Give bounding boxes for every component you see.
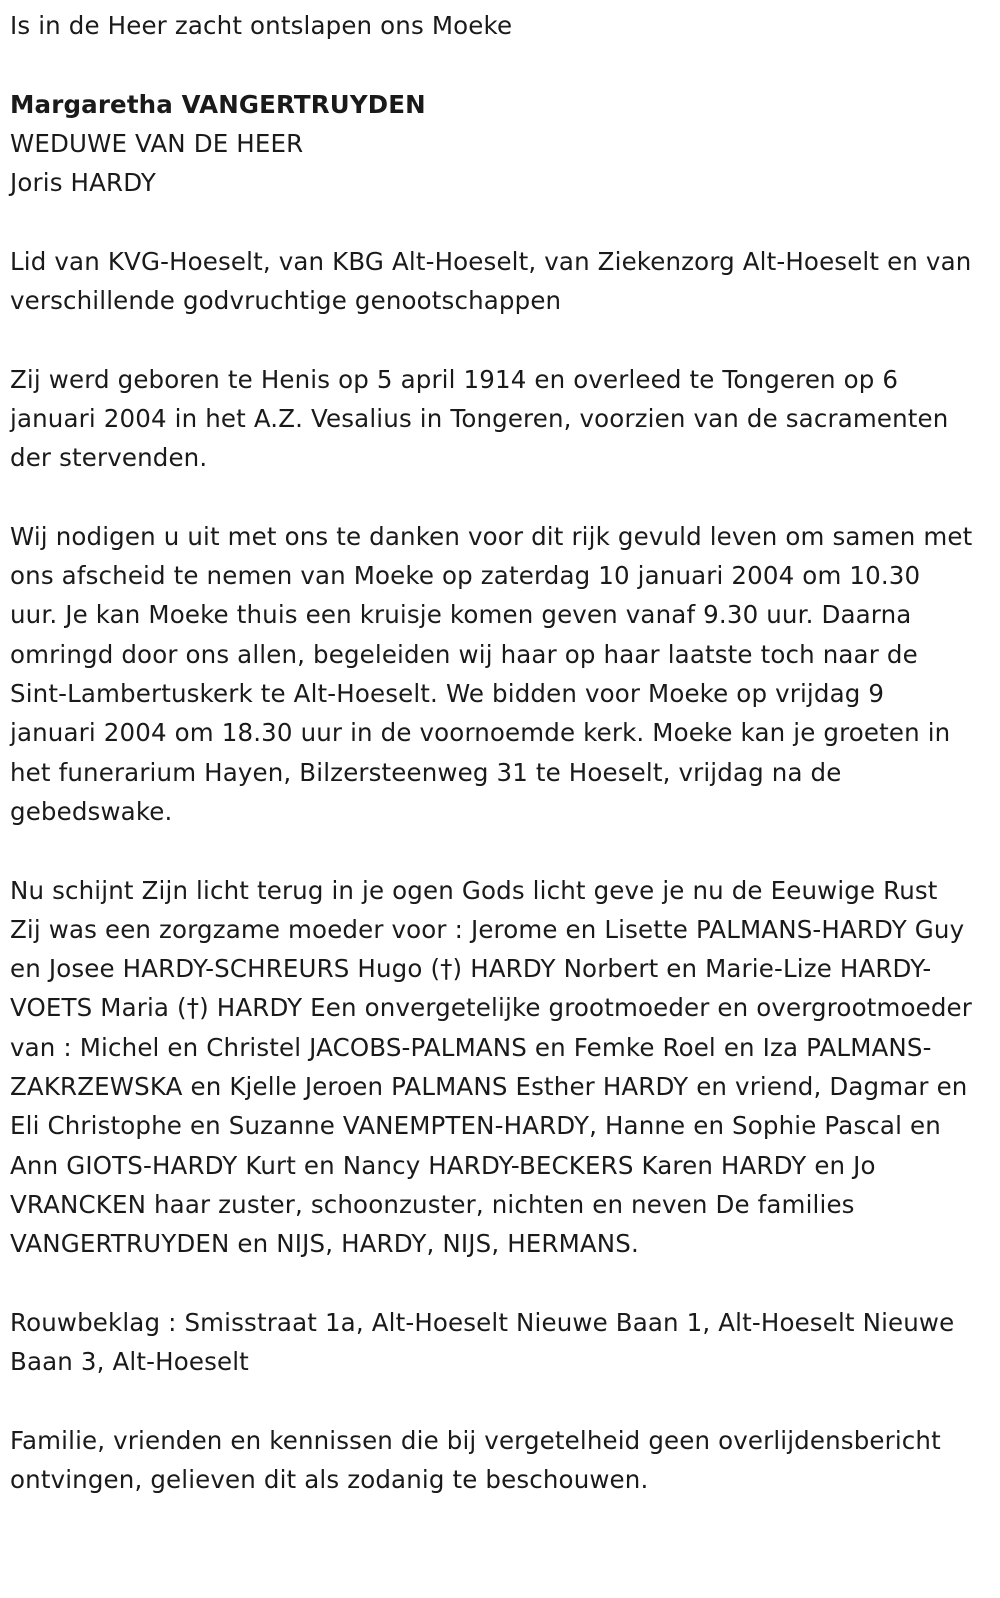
spacer	[10, 320, 975, 359]
spacer	[10, 45, 975, 84]
deceased-name: Margaretha VANGERTRUYDEN	[10, 89, 426, 119]
spacer	[10, 1381, 975, 1420]
spacer	[10, 202, 975, 241]
obituary-notice	[10, 6, 975, 1499]
spacer	[10, 831, 975, 870]
husband-name: Joris HARDY	[10, 168, 156, 198]
family-paragraph: Nu schijnt Zijn licht terug in je ogen Gods licht geve je nu de Eeuwige Rust Zij was een zorgzame moeder voor : Jerome en Lisette PALMANS-HARDY Guy en Josee HARDY-SCHREURS Hugo (†) HARDY Norbert en Marie-Lize HARDY-VOETS Maria (†) HARDY Een onvergetelijke grootmoeder en overgrootmoeder van : Michel en Christel JACOBS-PALMANS en Femke Roel en Iza PALMANS-ZAKRZEWSKA en Kjelle Jeroen PALMANS Esther HARDY en vriend, Dagmar en Eli Christophe en Suzanne VANEMPTEN-HARDY, Hanne en Sophie Pascal en Ann GIOTS-HARDY Kurt en Nancy HARDY-BECKERS Karen HARDY en Jo VRANCKEN haar zuster, schoonzuster, nichten en neven De families VANGERTRUYDEN en NIJS, HARDY, NIJS, HERMANS.	[10, 875, 972, 1259]
condolence-paragraph: Rouwbeklag : Smisstraat 1a, Alt-Hoeselt Nieuwe Baan 1, Alt-Hoeselt Nieuwe Baan 3, Alt-Hoeselt	[10, 1307, 955, 1377]
spacer	[10, 478, 975, 517]
intro-line: Is in de Heer zacht ontslapen ons Moeke	[10, 11, 513, 40]
widow-line: WEDUWE VAN DE HEER	[10, 128, 304, 158]
membership-paragraph: Lid van KVG-Hoeselt, van KBG Alt-Hoeselt, van Ziekenzorg Alt-Hoeselt en van verschillende godvruchtige genootschappen	[10, 246, 972, 316]
ceremony-paragraph: Wij nodigen u uit met ons te danken voor dit rijk gevuld leven om samen met ons afscheid te nemen van Moeke op zaterdag 10 januari 2004 om 10.30 uur. Je kan Moeke thuis een kruisje komen geven vanaf 9.30 uur. Daarna omringd door ons allen, begeleiden wij haar op haar laatste toch naar de Sint-Lambertuskerk te Alt-Hoeselt. We bidden voor Moeke op vrijdag 9 januari 2004 om 18.30 uur in de voornoemde kerk. Moeke kan je groeten in het funerarium Hayen, Bilzersteenweg 31 te Hoeselt, vrijdag na de gebedswake.	[10, 521, 973, 826]
closing-paragraph: Familie, vrienden en kennissen die bij vergetelheid geen overlijdensbericht ontvingen, gelieven dit als zodanig te beschouwen.	[10, 1425, 941, 1494]
spacer	[10, 1264, 975, 1303]
birth-death-paragraph: Zij werd geboren te Henis op 5 april 1914 en overleed te Tongeren op 6 januari 2004 in het A.Z. Vesalius in Tongeren, voorzien van de sacramenten der stervenden.	[10, 364, 949, 473]
